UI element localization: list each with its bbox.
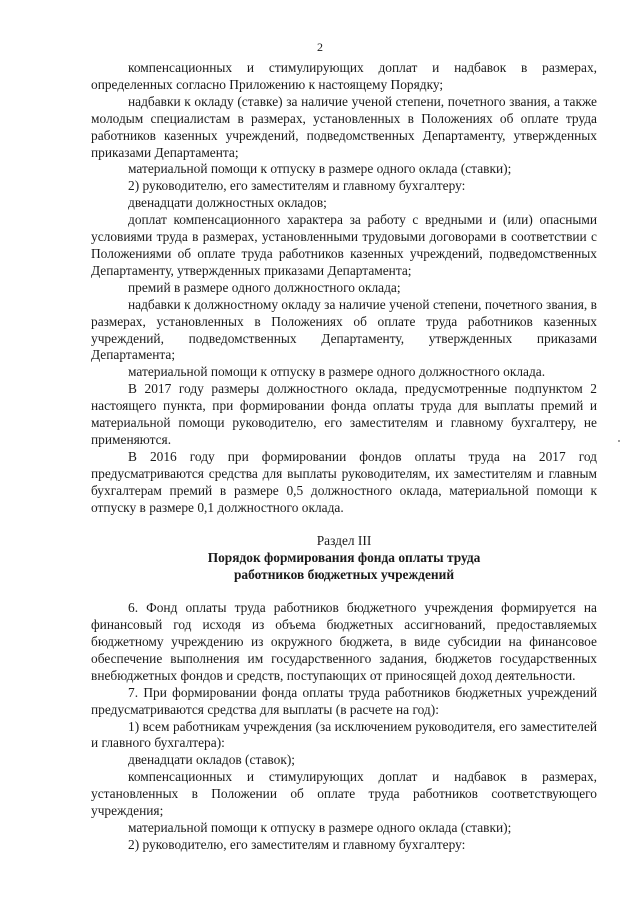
paragraph: компенсационных и стимулирующих доплат и надбавок в размерах, установленных в Положении об оплате труда работников соответствующего учреждения; bbox=[91, 769, 597, 819]
section-heading bbox=[91, 550, 597, 584]
paragraph: премий в размере одного должностного оклада; bbox=[128, 279, 401, 295]
paragraph: материальной помощи к отпуску в размере одного должностного оклада. bbox=[128, 364, 546, 380]
paragraph: 6. Фонд оплаты труда работников бюджетного учреждения формируется на финансовый год исходя из объема бюджетных ассигнований, предоставляемых бюджетному учреждению из окружного бюджета, в виде субсидии на финансовое обеспечение выполнения им государственного задания, бюджетов государственных внебюджетных фондов и средств, поступающих от приносящей доход деятельности. bbox=[91, 600, 597, 683]
section-heading-line: Порядок формирования фонда оплаты труда bbox=[207, 550, 481, 566]
page-body bbox=[91, 60, 597, 854]
section-label: Раздел III bbox=[316, 533, 372, 549]
paragraph: надбавки к окладу (ставке) за наличие ученой степени, почетного звания, а также молодым специалистам в размерах, установленных в Положениях об оплате труда работников казенных учреждений, подведомственных Департаменту, утвержденных приказами Департамента; bbox=[91, 93, 597, 160]
page-number: 2 bbox=[317, 40, 323, 54]
paragraph: материальной помощи к отпуску в размере одного оклада (ставки); bbox=[128, 819, 512, 835]
paragraph: 2) руководителю, его заместителям и главному бухгалтеру: bbox=[128, 836, 466, 852]
paragraph: 1) всем работникам учреждения (за исключением руководителя, его заместителей и главного бухгалтера): bbox=[91, 718, 597, 751]
paragraph: надбавки к должностному окладу за наличие ученой степени, почетного звания, в размерах, установленных в Положениях об оплате труда работников казенных учреждений, подведомственных Департаменту, утвержденных приказами Департамента; bbox=[91, 296, 597, 363]
scan-speck bbox=[618, 440, 620, 442]
paragraph: материальной помощи к отпуску в размере одного оклада (ставки); bbox=[128, 161, 512, 177]
paragraph: 7. При формировании фонда оплаты труда работников бюджетных учреждений предусматриваются средства для выплаты (в расчете на год): bbox=[91, 684, 597, 717]
paragraph: компенсационных и стимулирующих доплат и надбавок в размерах, определенных согласно Приложению к настоящему Порядку; bbox=[91, 60, 597, 92]
paragraph: В 2017 году размеры должностного оклада, предусмотренные подпунктом 2 настоящего пункта, при формировании фонда оплаты труда для выплаты премий и материальной помощи руководителю, его заместителям и главному бухгалтеру, не применяются. bbox=[91, 381, 597, 447]
paragraph: двенадцати должностных окладов; bbox=[128, 195, 327, 211]
section-heading-line: работников бюджетных учреждений bbox=[233, 567, 455, 583]
paragraph: 2) руководителю, его заместителям и главному бухгалтеру: bbox=[128, 178, 466, 194]
paragraph: доплат компенсационного характера за работу с вредными и (или) опасными условиями труда в размерах, установленными трудовыми договорами в соответствии с Положениями об оплате труда работников казенных учреждений, подведомственных Департаменту, утвержденных приказами Департамента; bbox=[91, 212, 597, 278]
paragraph: двенадцати окладов (ставок); bbox=[128, 752, 296, 768]
paragraph: В 2016 году при формировании фондов оплаты труда на 2017 год предусматриваются средства для выплаты руководителям, их заместителям и главным бухгалтерам премий в размере 0,5 должностного оклада, материальной помощи к отпуску в размере 0,1 должностного оклада. bbox=[91, 448, 597, 515]
